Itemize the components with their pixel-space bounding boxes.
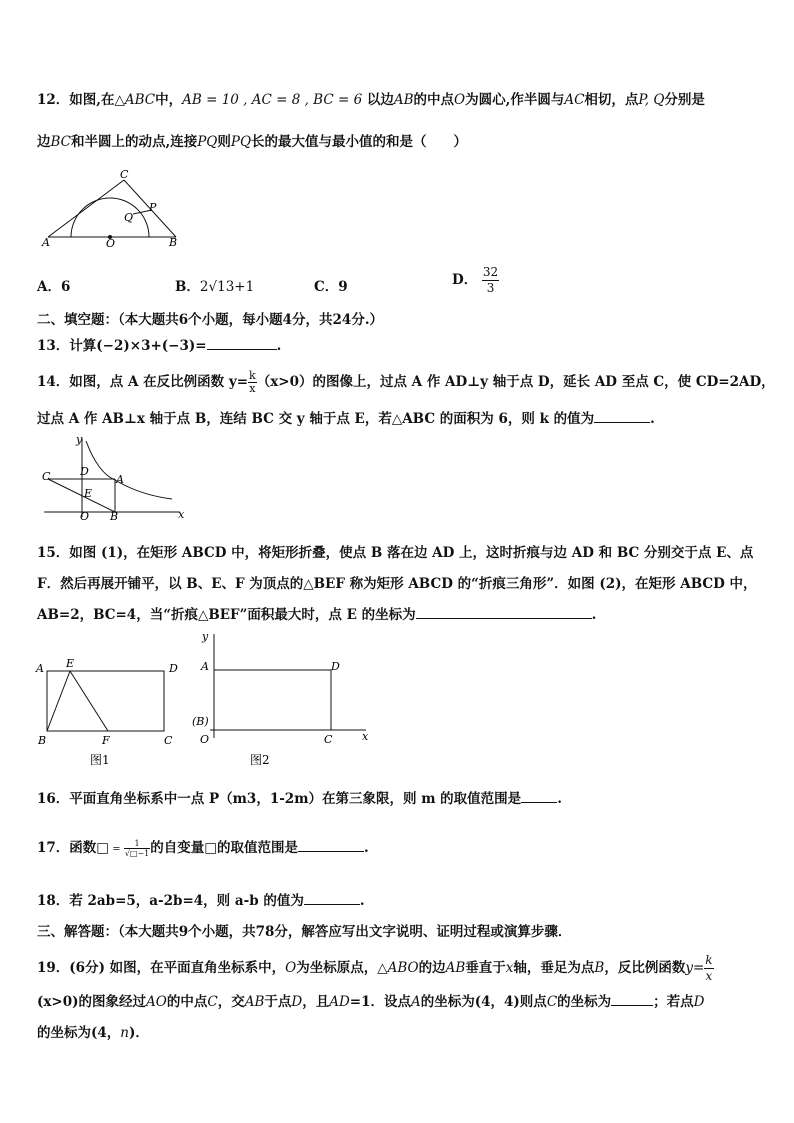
q19-text: ，交 bbox=[217, 994, 245, 1010]
q19-line1 bbox=[37, 953, 714, 984]
label-P: P bbox=[149, 201, 157, 214]
q19-math: AD bbox=[329, 994, 350, 1010]
q19-math: C bbox=[207, 994, 218, 1010]
q12-text: 以边 bbox=[366, 92, 394, 108]
q16 bbox=[37, 787, 562, 807]
q12-option-c: C．9 bbox=[314, 279, 348, 295]
figure-caption: 图1 bbox=[90, 753, 110, 767]
q12-math: AB = 10 , AC = 8 , BC = 6 bbox=[182, 92, 363, 108]
q17-text: 的取值范围是 bbox=[217, 840, 299, 856]
label-A: A bbox=[42, 236, 50, 249]
q19-text: )． bbox=[128, 1025, 149, 1041]
placeholder-glyph: □ bbox=[204, 840, 218, 856]
label-E: E bbox=[66, 657, 75, 670]
q12-line2 bbox=[37, 130, 467, 150]
label-O: O bbox=[80, 510, 90, 523]
q16-end: . bbox=[557, 791, 562, 807]
label-D: D bbox=[169, 662, 178, 675]
label-B: B bbox=[169, 236, 178, 249]
q19-text: 的中点 bbox=[166, 994, 208, 1010]
q19-text: (x>0)的图象经过 bbox=[37, 994, 147, 1010]
q13-text: 13．计算(−2)×3+(−3)= bbox=[37, 338, 207, 354]
label-C: C bbox=[42, 470, 51, 483]
q19-math: AB bbox=[244, 994, 265, 1010]
label-Q: Q bbox=[124, 211, 134, 224]
option-label: D． bbox=[452, 272, 478, 288]
q19-math: y bbox=[685, 960, 693, 976]
answer-blank bbox=[611, 993, 653, 1006]
label-A: A bbox=[116, 473, 124, 486]
q13-end: . bbox=[276, 338, 282, 354]
q19-text: 为坐标原点，△ bbox=[296, 960, 388, 976]
q12-text: 边 bbox=[37, 134, 51, 150]
q12-text: 为圆心,作半圆与 bbox=[465, 92, 565, 108]
section-3-heading: 三、解答题：（本大题共9个小题，共78分，解答应写出文字说明、证明过程或演算步骤． bbox=[37, 924, 572, 940]
q15-end: . bbox=[591, 607, 597, 623]
q19-math: D bbox=[693, 994, 705, 1010]
q19-text: 垂直于 bbox=[465, 960, 506, 976]
placeholder-glyph: □ bbox=[96, 840, 110, 856]
q15-text: AB=2，BC=4，当“折痕△BEF”面积最大时，点 E 的坐标为 bbox=[37, 607, 416, 623]
answer-blank bbox=[207, 337, 277, 350]
q17-end: . bbox=[364, 840, 369, 856]
label-B: B bbox=[110, 510, 119, 523]
label-D: D bbox=[80, 465, 89, 478]
label-y: y bbox=[76, 433, 83, 446]
q19-math: x bbox=[505, 960, 514, 976]
q19-fraction: $\frac{k}{x}$ bbox=[705, 953, 713, 983]
label-A: A bbox=[36, 662, 44, 675]
q14-line1 bbox=[37, 370, 775, 395]
q12-text: 12．如图,在△ bbox=[37, 92, 125, 108]
q19-text: ，反比例函数 bbox=[604, 960, 686, 976]
q12-figure bbox=[38, 170, 188, 250]
q12-text: 相切，点 bbox=[584, 92, 639, 108]
q12-math: PQ bbox=[230, 134, 252, 150]
answer-blank bbox=[298, 839, 364, 852]
q12-text: 则 bbox=[217, 134, 231, 150]
label-B: (B) bbox=[192, 715, 209, 728]
figure-caption: 图2 bbox=[250, 753, 270, 767]
q19-math: A bbox=[411, 994, 421, 1010]
q12-math: PQ bbox=[197, 134, 218, 150]
option-label: B． bbox=[175, 279, 200, 295]
q19-line3 bbox=[37, 1021, 149, 1041]
q13 bbox=[37, 334, 281, 354]
q12-math: AB bbox=[393, 92, 414, 108]
q18-text: 18．若 2ab=5，a-2b=4，则 a-b 的值为 bbox=[37, 893, 304, 909]
q14-figure bbox=[40, 433, 190, 523]
option-d-fraction: $\frac{32}{3}$ bbox=[482, 265, 499, 295]
answer-blank bbox=[416, 606, 592, 619]
label-A: A bbox=[201, 660, 209, 673]
label-y: y bbox=[202, 630, 209, 643]
q18-end: . bbox=[359, 893, 365, 909]
q19-text: =1．设点 bbox=[349, 994, 411, 1010]
q15-line2: F．然后再展开铺平，以 B、E、F 为顶点的△BEF 称为矩形 ABCD 的“折痕三角形”．如图 (2)，在矩形 ABCD 中， bbox=[37, 576, 757, 592]
q19-math: = bbox=[692, 960, 705, 976]
q12-option-a: A．6 bbox=[37, 279, 71, 295]
q19-math: AB bbox=[445, 960, 466, 976]
q18 bbox=[37, 889, 365, 909]
q15-figure-1 bbox=[36, 652, 186, 770]
q12-text: 的中点 bbox=[413, 92, 455, 108]
label-C: C bbox=[324, 733, 333, 746]
q15-line3 bbox=[37, 603, 596, 623]
q19-text: 的坐标为 bbox=[557, 994, 612, 1010]
q14-fraction: $\frac{k}{x}$ bbox=[249, 369, 256, 395]
answer-blank bbox=[594, 410, 650, 423]
q15-figure-2 bbox=[192, 628, 382, 770]
option-value: 2√13+1 bbox=[199, 279, 255, 295]
q19-math: O bbox=[285, 960, 297, 976]
q19-text: 轴，垂足为点 bbox=[513, 960, 595, 976]
q19-math: ABO bbox=[387, 960, 419, 976]
q14-text: （x>0）的图像上，过点 A 作 AD⊥y 轴于点 D，延长 AD 至点 C，使 CD=2AD， bbox=[256, 374, 775, 390]
q12-text: 分别是 bbox=[664, 92, 705, 108]
q17 bbox=[37, 836, 369, 858]
label-E: E bbox=[84, 487, 93, 500]
q19-math: D bbox=[291, 994, 303, 1010]
label-F: F bbox=[102, 734, 110, 747]
q17-text: 的自变量 bbox=[150, 840, 205, 856]
label-B: B bbox=[38, 734, 47, 747]
q12-line1 bbox=[37, 88, 705, 108]
answer-blank bbox=[304, 892, 360, 905]
q12-math: P, Q bbox=[638, 92, 665, 108]
q12-option-b bbox=[175, 275, 254, 295]
label-x: x bbox=[178, 508, 185, 521]
q12-text: 长的最大值与最小值的和是（ ） bbox=[251, 134, 468, 150]
q19-line2 bbox=[37, 990, 704, 1010]
label-O: O bbox=[200, 733, 210, 746]
q17-fraction: $\frac{1}{√□-1}$ bbox=[124, 839, 150, 858]
q17-text: 17．函数 bbox=[37, 840, 97, 856]
label-O: O bbox=[106, 237, 116, 250]
q19-text: 于点 bbox=[264, 994, 292, 1010]
q14-line2 bbox=[37, 407, 655, 427]
label-x: x bbox=[362, 730, 369, 743]
q14-text: 过点 A 作 AB⊥x 轴于点 B，连结 BC 交 y 轴于点 E，若△ABC 的面积为 6，则 k 的值为 bbox=[37, 411, 595, 427]
section-2-heading: 二、填空题：（本大题共6个小题，每小题4分，共24分.） bbox=[37, 312, 384, 328]
q12-text: 和半圆上的动点,连接 bbox=[71, 134, 198, 150]
q19-text: ；若点 bbox=[653, 994, 694, 1010]
label-D: D bbox=[331, 660, 340, 673]
q19-text: 19．(6分) 如图，在平面直角坐标系中， bbox=[37, 960, 286, 976]
q16-text: 16．平面直角坐标系中一点 P（m3，1-2m）在第三象限，则 m 的取值范围是 bbox=[37, 791, 522, 807]
q14-end: . bbox=[650, 411, 655, 427]
q19-math: B bbox=[594, 960, 605, 976]
q19-math: AO bbox=[146, 994, 167, 1010]
q17-eq: = bbox=[109, 844, 124, 855]
label-C: C bbox=[120, 168, 129, 181]
label-C: C bbox=[164, 734, 173, 747]
q12-math: O bbox=[454, 92, 466, 108]
q19-text: ，且 bbox=[302, 994, 330, 1010]
q14-text: 14．如图，点 A 在反比例函数 y= bbox=[37, 374, 249, 390]
q12-text: 中， bbox=[155, 92, 183, 108]
answer-blank bbox=[521, 790, 557, 803]
q12-option-d bbox=[452, 265, 499, 296]
q12-math: BC bbox=[50, 134, 72, 150]
q19-math: C bbox=[546, 994, 558, 1010]
q19-math: n bbox=[120, 1025, 129, 1041]
q19-text: 的边 bbox=[418, 960, 446, 976]
q19-text: 的坐标为(4，4)则点 bbox=[420, 994, 547, 1010]
q12-math: AC bbox=[564, 92, 585, 108]
q19-text: 的坐标为(4， bbox=[37, 1025, 121, 1041]
q12-math: ABC bbox=[124, 92, 156, 108]
q15-line1: 15．如图 (1)，在矩形 ABCD 中，将矩形折叠，使点 B 落在边 AD 上，这时折痕与边 AD 和 BC 分别交于点 E、点 bbox=[37, 545, 754, 561]
